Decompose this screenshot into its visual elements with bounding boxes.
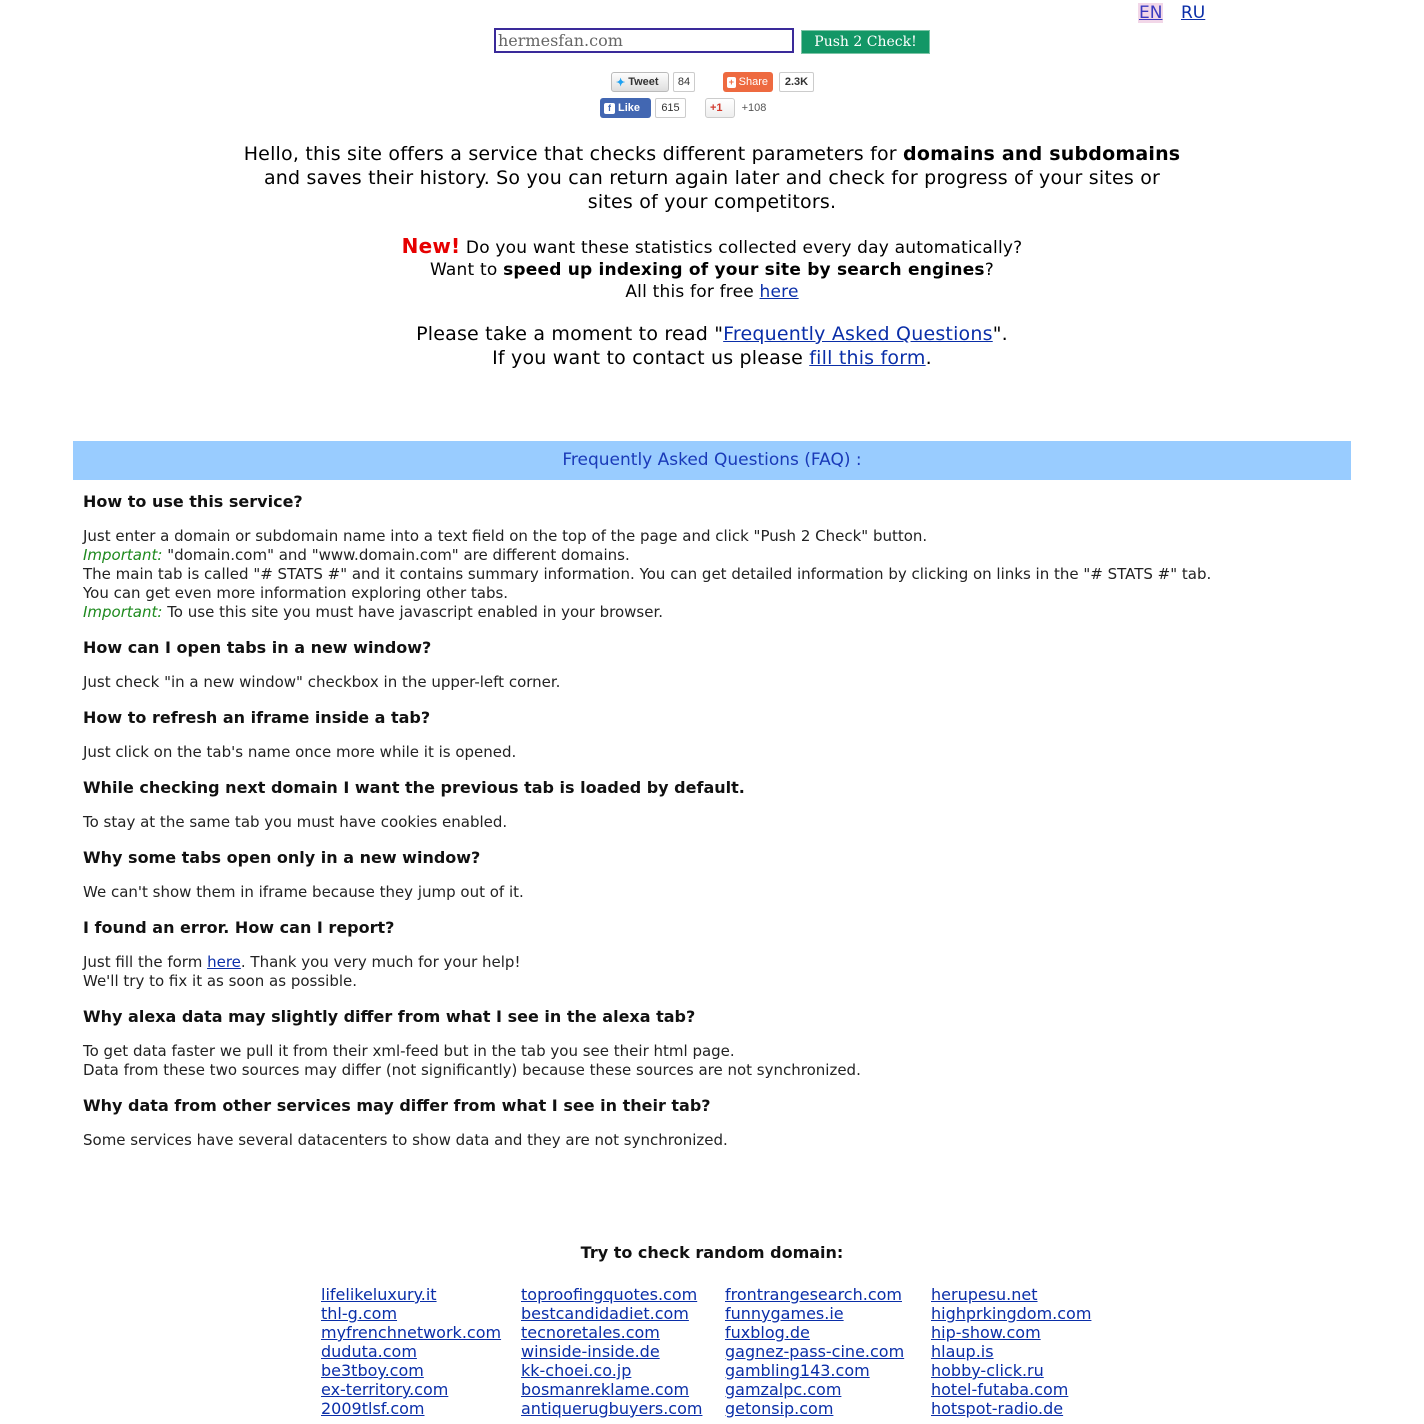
random-domain-link[interactable]: frontrangesearch.com [725,1285,902,1304]
intro-text-3: sites of your competitors. [587,191,837,213]
faq-answer [83,1042,1363,1080]
gplus-label: +1 [710,102,723,114]
faq-question: While checking next domain I want the previous tab is loaded by default. [83,778,745,797]
promo-text-2: Want to [430,260,504,280]
faq-list [83,492,1363,1166]
random-domain-column [725,1285,904,1418]
share-button[interactable] [723,72,773,92]
gplus-count: +108 [741,102,767,114]
contact-form-link[interactable]: fill this form [809,347,926,369]
random-domain-link[interactable]: lifelikeluxury.it [321,1285,437,1304]
random-domain-link[interactable]: gamzalpc.com [725,1380,842,1399]
random-domain-link[interactable]: hip-show.com [931,1323,1041,1342]
faq-question: How to refresh an iframe inside a tab? [83,708,431,727]
lang-en-link[interactable]: EN [1139,3,1163,23]
random-domain-link[interactable]: hotel-futaba.com [931,1380,1069,1399]
faq-answer-line: To get data faster we pull it from their xml-feed but in the tab you see their html page. [83,1042,735,1060]
random-domain-link[interactable]: hobby-click.ru [931,1361,1044,1380]
promo-here-link[interactable]: here [759,282,799,302]
random-domain-link[interactable]: hotspot-radio.de [931,1399,1064,1418]
faq-question: Why data from other services may differ from what I see in their tab? [83,1096,711,1115]
faq-answer-line: The main tab is called "# STATS #" and it contains summary information. You can get detailed information by clicking on links in the "# STATS #" tab. [83,565,1212,583]
twitter-bird-icon: ✦ [616,76,626,89]
facebook-icon: f [604,103,615,114]
promo-text-3: All this for free [625,282,760,302]
intro-paragraph [112,142,1312,214]
random-domain-link[interactable]: herupesu.net [931,1285,1038,1304]
faq-answer-line: You can get even more information exploring other tabs. [83,584,509,602]
important-label: Important: [83,546,163,564]
share-label: Share [738,76,768,88]
intro-text-2: and saves their history. So you can return again later and check for progress of your sites or [263,167,1161,189]
faq-answer-line: . Thank you very much for your help! [240,953,521,971]
push-2-check-button[interactable]: Push 2 Check! [801,30,930,54]
faq-contact-paragraph [112,322,1312,370]
faq-answer: Some services have several datacenters to show data and they are not synchronized. [83,1131,728,1149]
random-domain-column [931,1285,1091,1418]
random-domain-column [521,1285,702,1418]
new-badge: New! [401,234,461,258]
promo-question-mark: ? [984,260,994,280]
random-domain-link[interactable]: ex-territory.com [321,1380,449,1399]
random-domain-link[interactable]: 2009tlsf.com [321,1399,425,1418]
gplus-button[interactable] [705,98,735,118]
random-domain-link[interactable]: toproofingquotes.com [521,1285,698,1304]
random-domain-link[interactable]: getonsip.com [725,1399,834,1418]
random-domain-column [321,1285,501,1418]
faq-answer: Just check "in a new window" checkbox in the upper-left corner. [83,673,561,691]
faq-header: Frequently Asked Questions (FAQ) : [73,441,1351,480]
faq-question: Why alexa data may slightly differ from what I see in the alexa tab? [83,1007,696,1026]
intro-bold: domains and subdomains [903,143,1181,165]
domain-input[interactable] [494,28,794,53]
random-domain-link[interactable]: fuxblog.de [725,1323,810,1342]
faq-answer: Just click on the tab's name once more while it is opened. [83,743,517,761]
random-domain-link[interactable]: tecnoretales.com [521,1323,660,1342]
contact-prompt-text: If you want to contact us please [492,347,810,369]
random-domain-link[interactable]: winside-inside.de [521,1342,660,1361]
faq-question: I found an error. How can I report? [83,918,395,937]
faq-answer-line: "domain.com" and "www.domain.com" are different domains. [162,546,630,564]
faq-question: How can I open tabs in a new window? [83,638,432,657]
promo-paragraph [112,235,1312,303]
random-domain-link[interactable]: antiquerugbuyers.com [521,1399,703,1418]
random-domain-link[interactable]: be3tboy.com [321,1361,424,1380]
report-here-link[interactable]: here [207,953,241,971]
faq-answer [83,527,1363,622]
faq-link[interactable]: Frequently Asked Questions [723,323,993,345]
random-domain-link[interactable]: bestcandidadiet.com [521,1304,689,1323]
faq-answer-line: Just enter a domain or subdomain name into a text field on the top of the page and click "Push 2 Check" button. [83,527,928,545]
faq-answer-line: We'll try to fix it as soon as possible. [83,972,358,990]
faq-question: How to use this service? [83,492,303,511]
faq-answer: To stay at the same tab you must have cookies enabled. [83,813,508,831]
random-domain-link[interactable]: thl-g.com [321,1304,398,1323]
faq-prompt-end: ". [992,323,1008,345]
random-domain-link[interactable]: myfrenchnetwork.com [321,1323,502,1342]
random-domain-link[interactable]: hlaup.is [931,1342,994,1361]
faq-prompt-text: Please take a moment to read " [416,323,724,345]
random-domain-link[interactable]: gagnez-pass-cine.com [725,1342,905,1361]
like-count: 615 [655,98,686,118]
facebook-like-button[interactable] [600,98,651,118]
important-label: Important: [83,603,163,621]
promo-text: Do you want these statistics collected every day automatically? [460,238,1023,258]
faq-answer-line: Data from these two sources may differ (not significantly) because these sources are not synchronized. [83,1061,861,1079]
random-domain-link[interactable]: kk-choei.co.jp [521,1361,632,1380]
lang-ru-link[interactable]: RU [1181,3,1206,23]
faq-question: Why some tabs open only in a new window? [83,848,481,867]
random-domain-link[interactable]: gambling143.com [725,1361,870,1380]
tweet-count: 84 [673,72,695,92]
tweet-button[interactable] [611,72,669,92]
random-domain-link[interactable]: highprkingdom.com [931,1304,1092,1323]
faq-answer [83,953,1363,991]
random-domain-title: Try to check random domain: [580,1243,844,1262]
intro-text: Hello, this site offers a service that checks different parameters for [243,143,904,165]
faq-answer-line: To use this site you must have javascript enabled in your browser. [162,603,664,621]
faq-answer: We can't show them in iframe because they jump out of it. [83,883,524,901]
random-domain-link[interactable]: duduta.com [321,1342,417,1361]
plus-icon: + [728,76,734,87]
tweet-label: Tweet [628,76,659,88]
promo-bold: speed up indexing of your site by search engines [503,260,985,280]
random-domain-link[interactable]: bosmanreklame.com [521,1380,690,1399]
like-label: Like [618,102,641,114]
random-domain-link[interactable]: funnygames.ie [725,1304,844,1323]
share-count: 2.3K [779,72,814,92]
faq-answer-line: Just fill the form [83,953,208,971]
contact-prompt-end: . [925,347,932,369]
